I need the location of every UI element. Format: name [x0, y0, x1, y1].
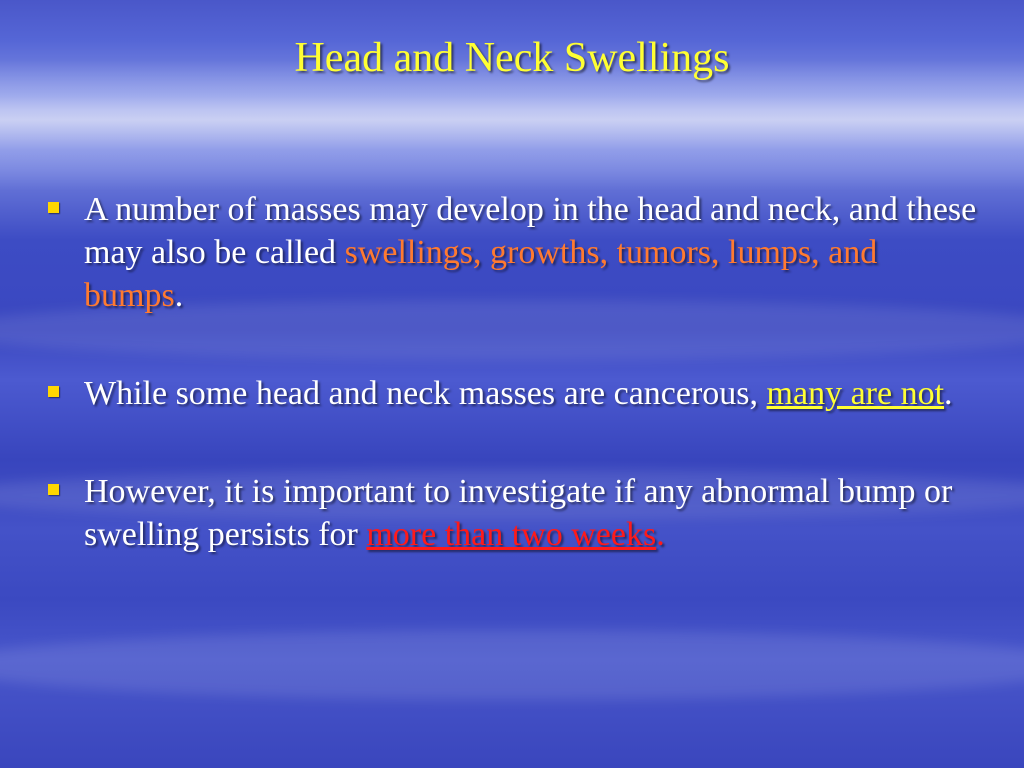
- square-bullet-icon: [48, 202, 59, 213]
- bullet-text-end: .: [174, 277, 184, 314]
- bullet-item: [44, 188, 984, 317]
- bullet-list: [44, 188, 984, 611]
- bullet-text-end: .: [656, 516, 665, 553]
- bullet-text: A number of masses may develop in the head and neck, and these may also be called: [84, 191, 977, 271]
- bullet-highlight: many are not: [766, 375, 945, 412]
- square-bullet-icon: [48, 386, 59, 397]
- bullet-item: [44, 372, 984, 415]
- bullet-item: [44, 470, 984, 556]
- bullet-text: However, it is important to investigate if any abnormal bump or swelling persists for: [84, 473, 953, 553]
- slide-title: Head and Neck Swellings: [294, 35, 730, 81]
- bullet-text-end: .: [944, 375, 953, 412]
- square-bullet-icon: [48, 484, 59, 495]
- bullet-highlight: swellings, growths, tumors, lumps, and bumps: [84, 234, 878, 314]
- background-wave: [0, 630, 1024, 700]
- bullet-text: While some head and neck masses are cancerous,: [84, 375, 767, 412]
- bullet-highlight: more than two weeks: [366, 516, 657, 553]
